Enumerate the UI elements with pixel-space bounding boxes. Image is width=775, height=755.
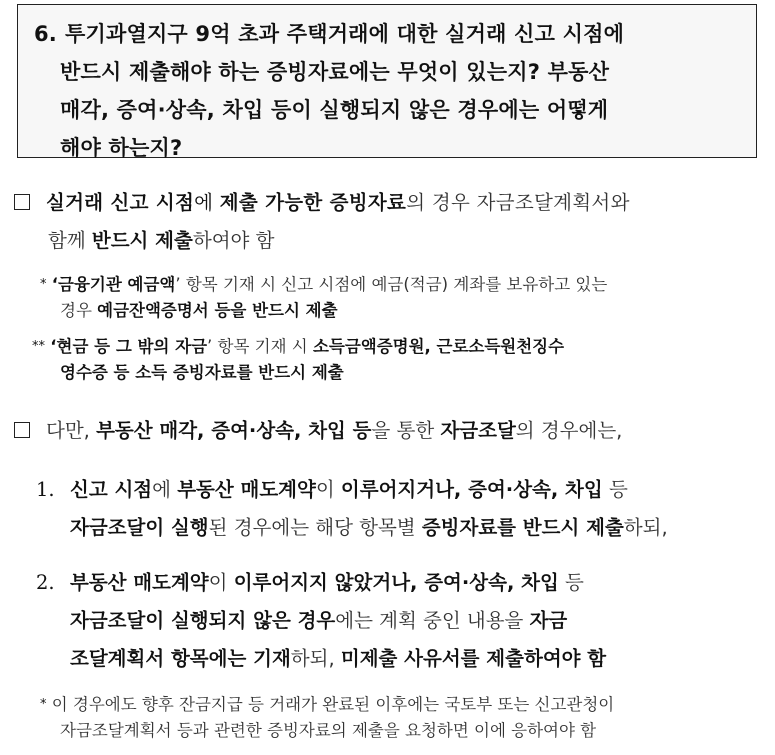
square-bullet-icon xyxy=(14,194,30,210)
bold-text: 예금잔액증명서 등을 반드시 제출 xyxy=(97,301,338,320)
bold-text: 이루어지거나, 증여·상속, 차입 xyxy=(340,478,603,501)
square-bullet-icon xyxy=(14,422,30,438)
footnote-line xyxy=(40,718,766,744)
paragraph-line xyxy=(14,412,766,450)
asterisk-marker: * xyxy=(40,697,47,712)
footnote-line xyxy=(32,360,766,386)
text: 경우 xyxy=(60,301,98,320)
question-line: 반드시 제출해야 하는 증빙자료에는 무엇이 있는지? 부동산 xyxy=(60,60,610,84)
text: 된 경우에는 해당 항목별 xyxy=(208,516,422,539)
text: 하되, xyxy=(290,647,341,670)
bold-text: ‘현금 등 그 밖의 자금 xyxy=(50,337,208,356)
numbered-item-1 xyxy=(36,471,766,547)
text: 에 xyxy=(152,478,178,501)
text: ’ 항목 기재 시 xyxy=(207,337,313,356)
footnote-2 xyxy=(32,334,766,386)
answer-paragraph-1 xyxy=(14,184,766,260)
item-number: 1. xyxy=(36,478,55,501)
answer-paragraph-2 xyxy=(14,412,766,450)
text: 에는 계획 중인 내용을 xyxy=(335,609,530,632)
question-number: 6. xyxy=(34,22,57,46)
text: 자금조달계획서 등과 관련한 증빙자료의 제출을 요청하면 이에 응하여야 함 xyxy=(60,721,597,740)
bold-text: 부동산 매도계약 xyxy=(70,571,209,594)
bold-text: 부동산 매각, 증여·상속, 차입 등 xyxy=(96,419,372,442)
question-line: 해야 하는지? xyxy=(60,136,183,160)
bold-text: 자금 xyxy=(529,609,568,632)
text: 등 xyxy=(602,478,628,501)
question-text: 투기과열지구 9억 초과 주택거래에 대한 실거래 신고 시점에 xyxy=(65,22,625,46)
footnote-line xyxy=(40,272,766,298)
question-box xyxy=(17,4,757,158)
text: 의 경우에는, xyxy=(515,419,623,442)
text: ’ 항목 기재 시 신고 시점에 예금(적금) 계좌를 보유하고 있는 xyxy=(175,275,608,294)
bold-text: 조달계획서 항목에는 기재 xyxy=(70,647,291,670)
text: 에 xyxy=(194,191,220,214)
footnote-1 xyxy=(40,272,766,324)
asterisk-marker: * xyxy=(40,277,47,292)
text: 하여야 함 xyxy=(192,229,275,252)
text: 이 xyxy=(315,478,341,501)
item-number: 2. xyxy=(36,571,55,594)
bold-text: 제출 가능한 증빙자료 xyxy=(219,191,407,214)
footnote-line xyxy=(32,334,766,360)
text: 등 xyxy=(558,571,584,594)
item-line xyxy=(36,509,766,547)
bold-text: 미제출 사유서를 제출하여야 함 xyxy=(340,647,607,670)
bold-text: 신고 시점 xyxy=(70,478,153,501)
bold-text: 자금조달 xyxy=(440,419,516,442)
bold-text: 소득금액증명원, 근로소득원천징수 xyxy=(312,337,565,356)
bold-text: ‘금융기관 예금액 xyxy=(51,275,176,294)
question-line xyxy=(34,15,744,53)
text: 을 통한 xyxy=(371,419,441,442)
footnote-line xyxy=(40,298,766,324)
numbered-item-2 xyxy=(36,564,766,678)
bold-text: 영수증 등 소득 증빙자료를 반드시 제출 xyxy=(60,363,344,382)
item-line xyxy=(36,564,766,602)
footnote-line xyxy=(40,692,766,718)
paragraph-line xyxy=(14,184,766,222)
question-line: 매각, 증여·상속, 차입 등이 실행되지 않은 경우에는 어떻게 xyxy=(60,98,609,122)
bold-text: 자금조달이 실행 xyxy=(70,516,209,539)
bold-text: 이루어지지 않았거나, 증여·상속, 차입 xyxy=(233,571,559,594)
text: 다만, xyxy=(46,419,97,442)
text: 의 경우 자금조달계획서와 xyxy=(406,191,630,214)
text: 이 경우에도 향후 잔금지급 등 거래가 완료된 이후에는 국토부 또는 신고관청이 xyxy=(51,695,615,714)
bold-text: 자금조달이 실행되지 않은 경우 xyxy=(70,609,336,632)
footnote-3 xyxy=(40,692,766,744)
item-line xyxy=(36,602,766,640)
bold-text: 실거래 신고 시점 xyxy=(46,191,195,214)
item-line xyxy=(36,471,766,509)
text: 이 xyxy=(208,571,234,594)
double-asterisk-marker: ** xyxy=(32,339,45,354)
paragraph-line xyxy=(14,222,766,260)
text: 하되, xyxy=(623,516,668,539)
text: 함께 xyxy=(48,229,92,252)
bold-text: 증빙자료를 반드시 제출 xyxy=(421,516,624,539)
item-line xyxy=(36,640,766,678)
bold-text: 반드시 제출 xyxy=(91,229,193,252)
bold-text: 부동산 매도계약 xyxy=(177,478,316,501)
